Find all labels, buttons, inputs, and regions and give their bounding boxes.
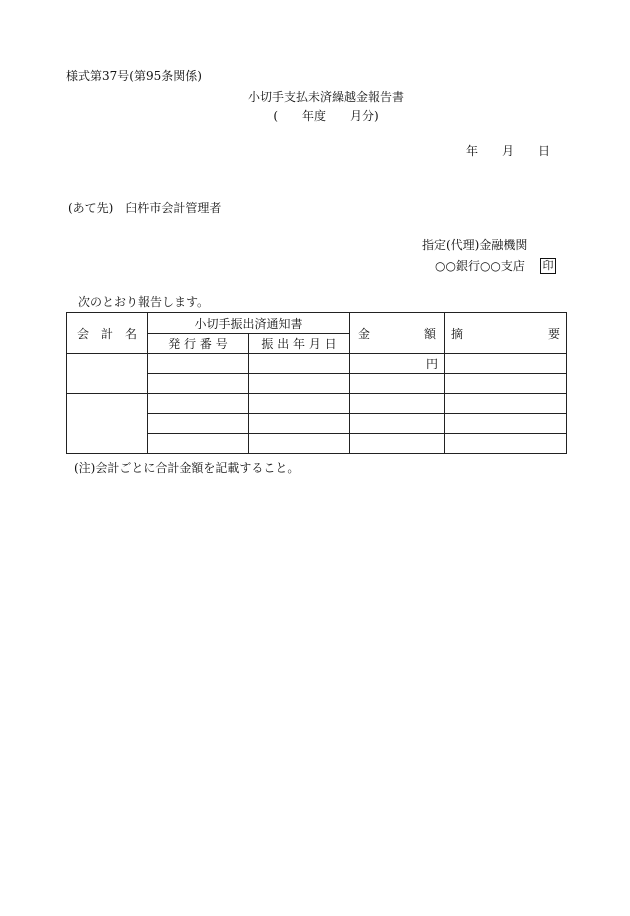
form-number: 様式第37号(第95条関係) bbox=[66, 69, 202, 83]
amount-header bbox=[350, 313, 445, 354]
document-title: 小切手支払未済繰越金報告書 bbox=[247, 90, 404, 104]
footnote: (注)会計ごとに合計金額を記載すること。 bbox=[74, 461, 300, 475]
issue-date-header-label: 振 出 年 月 日 bbox=[261, 337, 337, 351]
issue-number-cell[interactable] bbox=[148, 374, 249, 394]
summary-header-left: 摘 bbox=[451, 326, 464, 341]
amount-header-left: 金 bbox=[358, 326, 371, 341]
issue-date-header bbox=[249, 334, 350, 354]
issue-number-cell[interactable] bbox=[148, 414, 249, 434]
issue-number-header-label: 発 行 番 号 bbox=[168, 337, 228, 351]
table-row bbox=[67, 354, 567, 374]
issue-number-cell[interactable] bbox=[148, 394, 249, 414]
account-name-header-label: 会 計 名 bbox=[76, 326, 137, 341]
amount-cell[interactable] bbox=[350, 434, 445, 454]
table-row bbox=[67, 394, 567, 414]
summary-cell[interactable] bbox=[445, 414, 567, 434]
account-name-header bbox=[67, 313, 148, 354]
addressee: (あて先) 臼杵市会計管理者 bbox=[68, 201, 222, 215]
period-line: ( 年度 月分) bbox=[273, 109, 379, 123]
issue-number-cell[interactable] bbox=[148, 434, 249, 454]
issue-date-cell[interactable] bbox=[249, 434, 350, 454]
issue-number-cell[interactable] bbox=[148, 354, 249, 374]
account-name-cell[interactable] bbox=[67, 354, 148, 394]
issue-date-cell[interactable] bbox=[249, 354, 350, 374]
amount-cell[interactable] bbox=[350, 374, 445, 394]
date-line: 年 月 日 bbox=[465, 144, 550, 158]
issue-number-header bbox=[148, 334, 249, 354]
summary-cell[interactable] bbox=[445, 354, 567, 374]
bank-branch-name: ○○銀行○○支店 bbox=[435, 259, 525, 273]
agent-bank-title: 指定(代理)金融機関 bbox=[422, 238, 528, 252]
check-notice-header bbox=[148, 313, 350, 334]
issue-date-cell[interactable] bbox=[249, 374, 350, 394]
yen-unit: 円 bbox=[426, 357, 439, 371]
amount-cell[interactable] bbox=[350, 414, 445, 434]
seal-mark: 印 bbox=[540, 258, 556, 274]
report-table bbox=[66, 312, 567, 454]
issue-date-cell[interactable] bbox=[249, 414, 350, 434]
summary-cell[interactable] bbox=[445, 394, 567, 414]
account-name-cell[interactable] bbox=[67, 394, 148, 454]
amount-cell[interactable] bbox=[350, 394, 445, 414]
amount-cell[interactable] bbox=[350, 354, 445, 374]
amount-header-right: 額 bbox=[424, 326, 437, 341]
intro-text: 次のとおり報告します。 bbox=[78, 295, 210, 309]
header-row bbox=[67, 313, 567, 334]
summary-header bbox=[445, 313, 567, 354]
check-notice-header-label: 小切手振出済通知書 bbox=[194, 316, 303, 331]
summary-header-right: 要 bbox=[548, 326, 561, 341]
summary-cell[interactable] bbox=[445, 374, 567, 394]
issue-date-cell[interactable] bbox=[249, 394, 350, 414]
summary-cell[interactable] bbox=[445, 434, 567, 454]
